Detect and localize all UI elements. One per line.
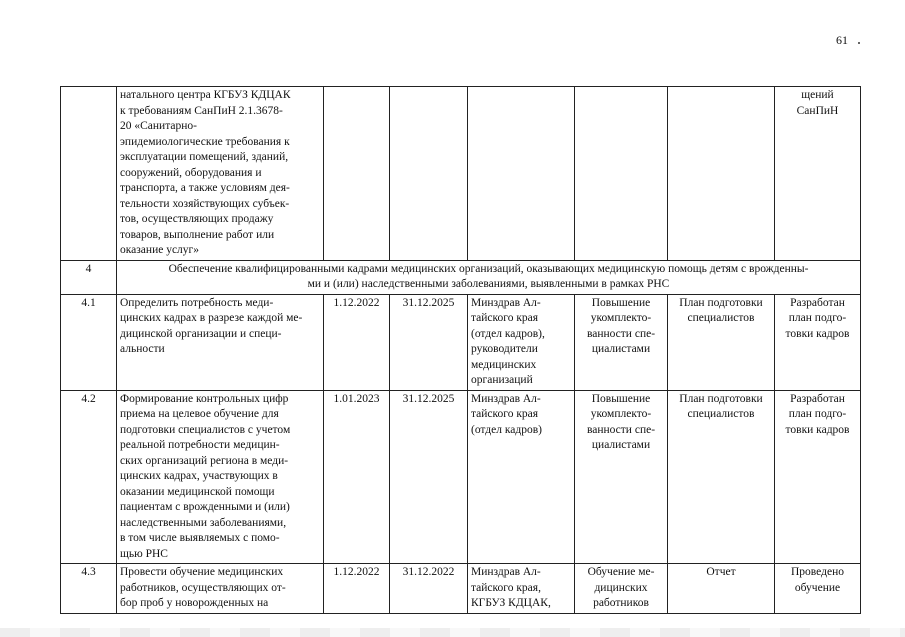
cell-responsible <box>468 87 575 261</box>
cell-document <box>668 87 775 261</box>
table-row <box>61 294 861 390</box>
cell-num: 4.1 <box>61 294 117 390</box>
section-row <box>61 260 861 294</box>
cell-indicator: Обучение ме- дицинских работников <box>575 564 668 614</box>
cell-start <box>324 87 390 261</box>
cell-end <box>390 87 468 261</box>
table-row <box>61 564 861 614</box>
cell-document: Отчет <box>668 564 775 614</box>
cell-end: 31.12.2025 <box>390 390 468 564</box>
plan-table <box>60 86 861 614</box>
cell-result: Разработан план подго- товки кадров <box>775 390 861 564</box>
cell-start: 1.12.2022 <box>324 294 390 390</box>
cell-task: Формирование контрольных цифр приема на целевое обучение для подготовки специалистов с учетом реальной потребности медицин- ских организаций региона в меди- цинских кадрах, участвующих в оказании медицинской помощи пациентам с врожденными и (или) наследственными заболеваниями, в том числе выявляемых с помо- щью РНС <box>117 390 324 564</box>
table-row <box>61 390 861 564</box>
page-number: 61 <box>836 33 848 47</box>
cell-num <box>61 87 117 261</box>
section-title: Обеспечение квалифицированными кадрами медицинских организаций, оказывающих медицинскую помощь детям с врожденны- ми и (или) наследственными заболеваниями, выявленными в рамках РНС <box>117 260 861 294</box>
cell-num: 4.3 <box>61 564 117 614</box>
scan-dot <box>858 42 860 44</box>
cell-result: Разработан план подго- товки кадров <box>775 294 861 390</box>
cell-indicator <box>575 87 668 261</box>
cell-responsible: Минздрав Ал- тайского края, КГБУЗ КДЦАК, <box>468 564 575 614</box>
table-row-continuation <box>61 87 861 261</box>
cell-document: План подготовки специалистов <box>668 294 775 390</box>
cell-indicator: Повышение укомплекто- ванности спе- циалистами <box>575 390 668 564</box>
cell-end: 31.12.2025 <box>390 294 468 390</box>
cell-num: 4.2 <box>61 390 117 564</box>
cell-task: Провести обучение медицинских работников, осуществляющих от- бор проб у новорожденных на <box>117 564 324 614</box>
cell-result: Проведено обучение <box>775 564 861 614</box>
cell-document: План подготовки специалистов <box>668 390 775 564</box>
cell-start: 1.01.2023 <box>324 390 390 564</box>
cell-responsible: Минздрав Ал- тайского края (отдел кадров), руководители медицинских организаций <box>468 294 575 390</box>
cell-indicator: Повышение укомплекто- ванности спе- циалистами <box>575 294 668 390</box>
cell-task: натального центра КГБУЗ КДЦАК к требованиям СанПиН 2.1.3678- 20 «Санитарно- эпидемиологические требования к эксплуатации помещений, зданий, сооружений, оборудования и транспорта, а также условиям дея- тельности хозяйствующих субъек- тов, осуществляющих продажу товаров, выполнение работ или оказание услуг» <box>117 87 324 261</box>
cell-responsible: Минздрав Ал- тайского края (отдел кадров) <box>468 390 575 564</box>
scan-edge-artifact <box>0 628 905 637</box>
cell-result: щений СанПиН <box>775 87 861 261</box>
section-number: 4 <box>61 260 117 294</box>
cell-start: 1.12.2022 <box>324 564 390 614</box>
cell-task: Определить потребность меди- цинских кадрах в разрезе каждой ме- дицинской организации и специ- альности <box>117 294 324 390</box>
cell-end: 31.12.2022 <box>390 564 468 614</box>
